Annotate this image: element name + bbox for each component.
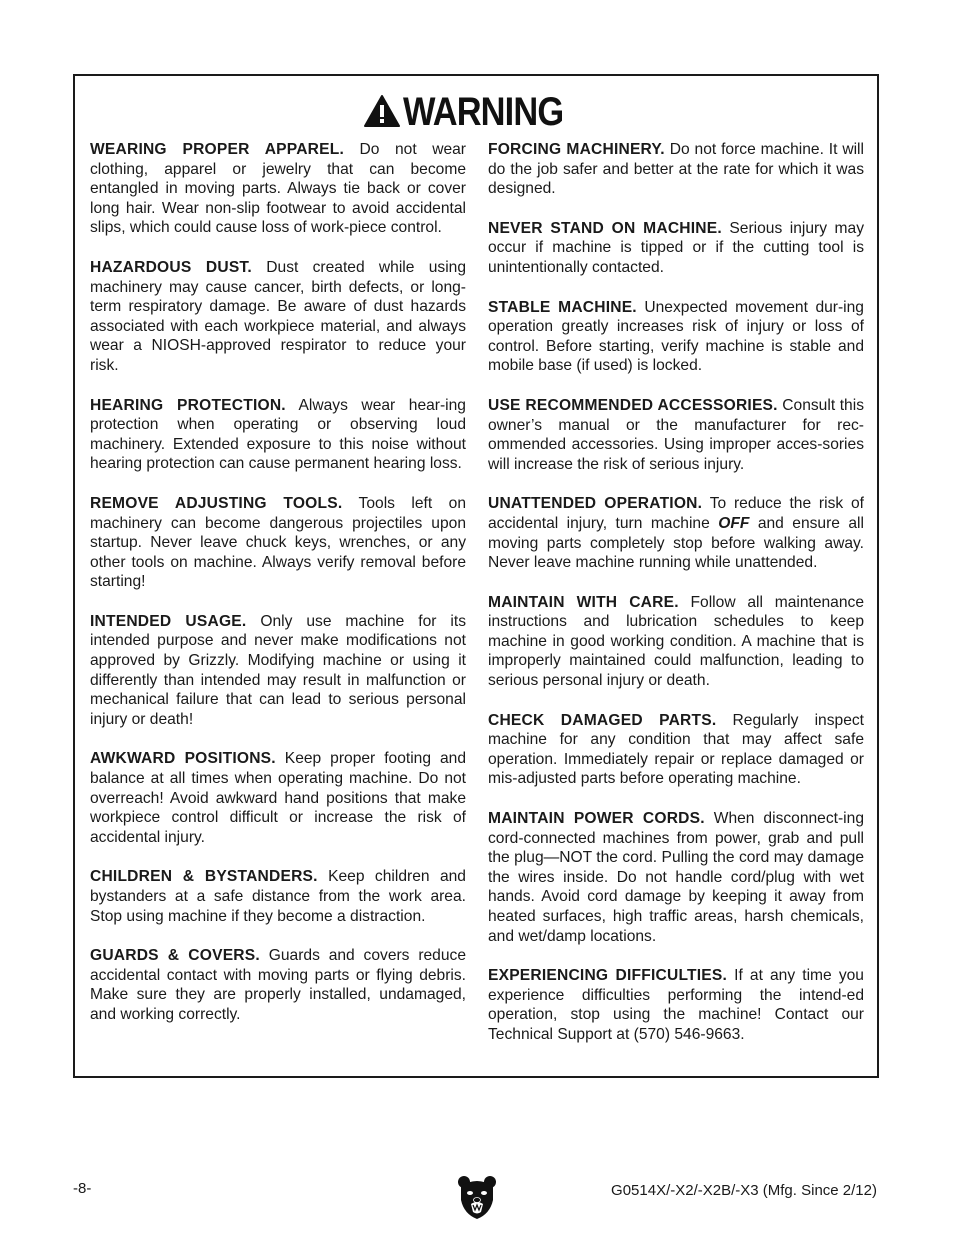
model-footer: G0514X/-X2/-X2B/-X3 (Mfg. Since 2/12) — [611, 1182, 877, 1199]
rule-paragraph: CHECK DAMAGED PARTS. Regularly inspect machine for any condition that may affect safe operation. Immediately repair or replace damaged or mis-adjusted parts before operating machine. — [488, 711, 864, 788]
rule-paragraph: HAZARDOUS DUST. Dust created while using machinery may cause cancer, birth defects, or long-term respiratory damage. Be aware of dust hazards associated with each workpiece material, and always wear a NIOSH-approved respirator to reduce your risk. — [90, 258, 467, 374]
rule-paragraph: MAINTAIN WITH CARE. Follow all maintenance instructions and lubrication schedules to keep machine in good working condition. A machine that is improperly maintained could malfunction, leading to serious personal injury or death. — [488, 593, 864, 690]
rule-paragraph: REMOVE ADJUSTING TOOLS. Tools left on machinery can become dangerous projectiles upon startup. Never leave chuck keys, wrenches, or any other tools on machine. Always verify removal before starting! — [90, 494, 466, 591]
warning-box — [73, 74, 879, 1078]
right-column — [488, 140, 864, 1045]
rule-paragraph: AWKWARD POSITIONS. Keep proper footing and balance at all times when operating machine. Do not overreach! Avoid awkward hand positions that make workpiece control difficult or increase the risk of accidental injury. — [90, 750, 466, 846]
rule-paragraph: USE RECOMMENDED ACCESSORIES. Consult this owner’s manual or the manufacturer for rec-ommended accessories. Using improper acces-sories will increase the risk of serious injury. — [488, 396, 864, 473]
rule-paragraph: UNATTENDED OPERATION. To reduce the risk of accidental injury, turn machine OFF and ensure all moving parts completely stop before walking away. Never leave machine running while unattended. — [488, 495, 864, 572]
grizzly-bear-logo-icon — [457, 1174, 497, 1220]
rule-paragraph: WEARING PROPER APPAREL. Do not wear clothing, apparel or jewelry that can become entangled in moving parts. Always tie back or cover long hair. Wear non-slip footwear to avoid accidental slips, which could cause loss of work-piece control. — [90, 141, 467, 237]
rule-paragraph: EXPERIENCING DIFFICULTIES. If at any time you experience difficulties performing the intend-ed operation, stop using the machine! Contact our Technical Support at (570) 546-9663. — [488, 967, 864, 1043]
rule-paragraph: STABLE MACHINE. Unexpected movement dur-ing operation greatly increases risk of injury or loss of control. Before starting, verify machine is stable and mobile base (if used) is locked. — [488, 298, 864, 375]
warning-banner — [75, 90, 877, 134]
warning-triangle-icon — [363, 94, 401, 128]
rule-paragraph: NEVER STAND ON MACHINE. Serious injury may occur if machine is tipped or if the cutting tool is unintentionally contacted. — [488, 219, 864, 276]
emphasis-off: OFF — [718, 514, 750, 532]
rule-paragraph: CHILDREN & BYSTANDERS. Keep children and bystanders at a safe distance from the work area. Stop using machine if they become a distraction. — [90, 868, 466, 925]
left-column — [90, 140, 466, 1025]
rule-paragraph: FORCING MACHINERY. Do not force machine. It will do the job safer and better at the rate for which it was designed. — [488, 141, 864, 198]
warning-title: WARNING — [402, 90, 564, 134]
rule-paragraph: INTENDED USAGE. Only use machine for its intended purpose and never make modifications not approved by Grizzly. Modifying machine or using it differently than intended may result in malfunction or mechanical failure that can lead to serious personal injury or death! — [90, 612, 466, 728]
page-number: -8- — [73, 1180, 92, 1197]
rule-paragraph: HEARING PROTECTION. Always wear hear-ing protection when operating or observing loud machinery. Extended exposure to this noise without hearing protection can cause permanent hearing loss. — [90, 396, 466, 473]
rule-paragraph: GUARDS & COVERS. Guards and covers reduce accidental contact with moving parts or flying debris. Make sure they are properly installed, undamaged, and working correctly. — [90, 947, 466, 1023]
rule-paragraph: MAINTAIN POWER CORDS. When disconnect-ing cord-connected machines from power, grab and pull the plug—NOT the cord. Pulling the cord may damage the wires inside. Do not handle cord/plug with wet hands. Avoid cord damage by keeping it away from heated surfaces, high traffic areas, harsh chemicals, and wet/damp locations. — [488, 810, 864, 945]
